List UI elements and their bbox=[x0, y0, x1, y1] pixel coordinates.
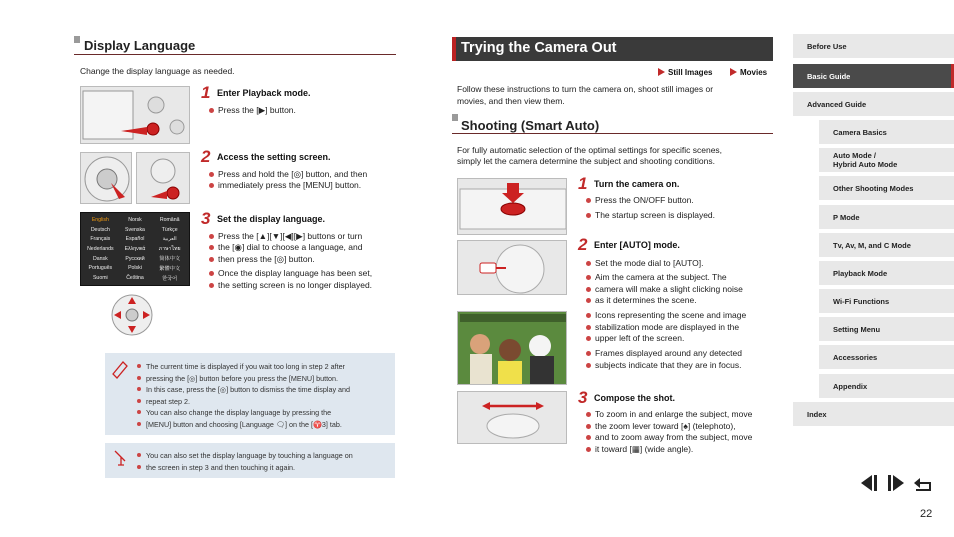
step-3-bullet-cont: and to zoom away from the subject, move bbox=[585, 432, 752, 444]
step-3-bullet-2-cont: the setting screen is no longer displayed. bbox=[208, 280, 372, 292]
step-2-bullet-cont: subjects indicate that they are in focus. bbox=[585, 360, 741, 372]
movies-tag bbox=[730, 68, 767, 77]
language-option: Ελληνικά bbox=[124, 245, 146, 252]
nav-camera-basics[interactable]: Camera Basics bbox=[819, 120, 954, 144]
zoom-lever-icon bbox=[458, 392, 567, 444]
still-images-tag bbox=[658, 68, 712, 77]
nav-wifi-functions[interactable]: Wi-Fi Functions bbox=[819, 289, 954, 313]
children-photo-image bbox=[458, 312, 567, 385]
dial-illustration-2 bbox=[136, 152, 190, 204]
nav-index[interactable]: Index bbox=[793, 402, 954, 426]
step-3-bullet-cont: then press the [◎] button. bbox=[208, 254, 315, 266]
step-number-3: 3 bbox=[201, 209, 211, 228]
step-number-1: 1 bbox=[578, 174, 588, 193]
shooting-smart-auto-heading bbox=[452, 114, 773, 134]
step-3-bullet: To zoom in and enlarge the subject, move bbox=[585, 409, 752, 421]
step-number-2: 2 bbox=[201, 147, 211, 166]
language-option: English bbox=[91, 216, 109, 223]
nav-before-use[interactable]: Before Use bbox=[793, 34, 954, 58]
step-2-bullet-cont: stabilization mode are displayed in the bbox=[585, 322, 739, 334]
step-3-title: Set the display language. bbox=[217, 214, 326, 224]
language-option: 简体中文 bbox=[159, 256, 181, 263]
step-2-bullet-cont: upper left of the screen. bbox=[585, 333, 684, 345]
note-line: repeat step 2. bbox=[136, 396, 190, 408]
language-option: ภาษาไทย bbox=[158, 245, 181, 252]
mode-dial-illustration bbox=[457, 240, 567, 295]
power-button-icon bbox=[458, 179, 567, 235]
next-page-icon[interactable] bbox=[884, 474, 908, 492]
note-line: The current time is displayed if you wait too long in step 2 after bbox=[136, 361, 345, 373]
note-line: In this case, press the [◎] button to dismiss the time display and bbox=[136, 384, 350, 396]
nav-playback-mode[interactable]: Playback Mode bbox=[819, 261, 954, 285]
page-number: 22 bbox=[920, 508, 933, 520]
page-title-bar bbox=[452, 37, 773, 61]
step-3-title: Compose the shot. bbox=[594, 393, 676, 403]
step-2-bullet: Set the mode dial to [AUTO]. bbox=[585, 258, 704, 270]
language-option: Português bbox=[88, 265, 113, 272]
lcd-photo-illustration bbox=[457, 311, 567, 385]
nav-tv-av-m-c-mode[interactable]: Tv, Av, M, and C Mode bbox=[819, 233, 954, 257]
language-option: Norsk bbox=[128, 216, 142, 223]
nav-basic-guide[interactable]: Basic Guide bbox=[793, 64, 954, 88]
nav-p-mode[interactable]: P Mode bbox=[819, 205, 954, 229]
note-line: pressing the [◎] button before you press the [MENU] button. bbox=[136, 373, 338, 385]
note-line: You can also set the display language by touching a language on bbox=[136, 450, 353, 462]
language-option: العربية bbox=[162, 236, 177, 243]
language-option: 한국어 bbox=[162, 275, 178, 282]
step-1-title: Enter Playback mode. bbox=[217, 88, 311, 98]
step-3-bullet: Press the [▲][▼][◀][▶] buttons or turn bbox=[208, 231, 362, 243]
intro-line: Follow these instructions to turn the camera on, shoot still images or bbox=[457, 84, 714, 94]
heading-marker bbox=[452, 114, 458, 121]
note-line: the screen in step 3 and then touching it again. bbox=[136, 462, 295, 474]
step-2-bullet: Frames displayed around any detected bbox=[585, 348, 742, 360]
step-3-bullet-cont: the [◉] dial to choose a language, and bbox=[208, 242, 362, 254]
step-2-bullet-cont: as it determines the scene. bbox=[585, 295, 697, 307]
nav-setting-menu[interactable]: Setting Menu bbox=[819, 317, 954, 341]
step-2-bullet: Press and hold the [◎] button, and then bbox=[208, 169, 367, 181]
language-option: Română bbox=[159, 216, 180, 223]
nav-appendix[interactable]: Appendix bbox=[819, 374, 954, 398]
sub-title: Shooting (Smart Auto) bbox=[461, 118, 600, 133]
page-navigation bbox=[858, 474, 934, 492]
return-icon[interactable] bbox=[914, 478, 930, 490]
pencil-icon bbox=[110, 359, 130, 379]
language-option: Français bbox=[90, 236, 111, 243]
step-3-bullet-cont: it toward [▦] (wide angle). bbox=[585, 444, 693, 456]
language-option: Русский bbox=[125, 255, 145, 262]
tip-note bbox=[105, 443, 395, 478]
heading-marker bbox=[74, 36, 80, 43]
step-2-bullet: Icons representing the scene and image bbox=[585, 310, 746, 322]
step-2-title: Enter [AUTO] mode. bbox=[594, 240, 680, 250]
language-option: Español bbox=[125, 236, 145, 243]
dial-icon bbox=[81, 153, 132, 204]
step-1-title: Turn the camera on. bbox=[594, 179, 680, 189]
language-option: Türkçe bbox=[161, 226, 178, 233]
language-option: Suomi bbox=[92, 275, 108, 282]
language-option: 繁體中文 bbox=[159, 265, 181, 272]
language-option: Svenska bbox=[125, 226, 145, 233]
language-selection-screen bbox=[80, 212, 190, 286]
nav-accessories[interactable]: Accessories bbox=[819, 345, 954, 369]
control-dial-illustration bbox=[103, 290, 161, 340]
step-2-title: Access the setting screen. bbox=[217, 152, 331, 162]
dial-illustration-1 bbox=[80, 152, 132, 204]
step-number-3: 3 bbox=[578, 388, 588, 407]
camera-back-illustration bbox=[80, 86, 190, 144]
section-intro: Change the display language as needed. bbox=[80, 66, 235, 76]
triangle-icon bbox=[730, 68, 737, 76]
step-1-bullet: Press the [▶] button. bbox=[208, 105, 296, 117]
camera-top-illustration bbox=[457, 178, 567, 235]
menu-button-icon bbox=[137, 153, 190, 204]
language-option: Polski bbox=[128, 265, 142, 272]
display-language-heading bbox=[74, 36, 396, 55]
triangle-icon bbox=[658, 68, 665, 76]
language-option: Čeština bbox=[126, 275, 144, 282]
sub-intro-line: simply let the camera determine the subject and shooting conditions. bbox=[457, 156, 715, 166]
step-2-bullet-cont: camera will make a slight clicking noise bbox=[585, 284, 743, 296]
step-number-1: 1 bbox=[201, 83, 211, 102]
auto-mode-dial-icon bbox=[458, 241, 567, 295]
nav-auto-mode[interactable]: Auto Mode / Hybrid Auto Mode bbox=[819, 148, 954, 172]
step-1-bullet: Press the ON/OFF button. bbox=[585, 195, 694, 207]
language-option: Nederlands bbox=[87, 245, 114, 252]
step-3-bullet-2: Once the display language has been set, bbox=[208, 268, 372, 280]
caution-note bbox=[105, 353, 395, 435]
previous-page-icon[interactable] bbox=[858, 474, 882, 492]
nav-other-shooting-modes[interactable]: Other Shooting Modes bbox=[819, 176, 954, 200]
step-1-bullet: The startup screen is displayed. bbox=[585, 210, 715, 222]
zoom-lever-illustration bbox=[457, 391, 567, 444]
arrow-dial-icon bbox=[103, 290, 161, 340]
step-2-bullet: Aim the camera at the subject. The bbox=[585, 272, 727, 284]
tip-icon bbox=[110, 448, 130, 468]
language-option: Dansk bbox=[92, 255, 108, 262]
nav-advanced-guide[interactable]: Advanced Guide bbox=[793, 92, 954, 116]
tag-label: Still Images bbox=[668, 68, 713, 77]
note-line: You can also change the display language by pressing the bbox=[136, 407, 331, 419]
note-line: [MENU] button and choosing [Language 🗨] on the [♈3] tab. bbox=[136, 419, 342, 431]
step-2-bullet-cont: immediately press the [MENU] button. bbox=[208, 180, 361, 192]
tag-label: Movies bbox=[740, 68, 768, 77]
intro-line: movies, and then view them. bbox=[457, 96, 565, 106]
language-option: Deutsch bbox=[90, 226, 110, 233]
step-number-2: 2 bbox=[578, 235, 588, 254]
step-3-bullet-cont: the zoom lever toward [♠] (telephoto), bbox=[585, 421, 736, 433]
page-title: Trying the Camera Out bbox=[461, 40, 617, 56]
camera-playback-icon bbox=[81, 87, 190, 144]
sub-intro-line: For fully automatic selection of the optimal settings for specific scenes, bbox=[457, 145, 723, 155]
section-title: Display Language bbox=[84, 38, 196, 53]
